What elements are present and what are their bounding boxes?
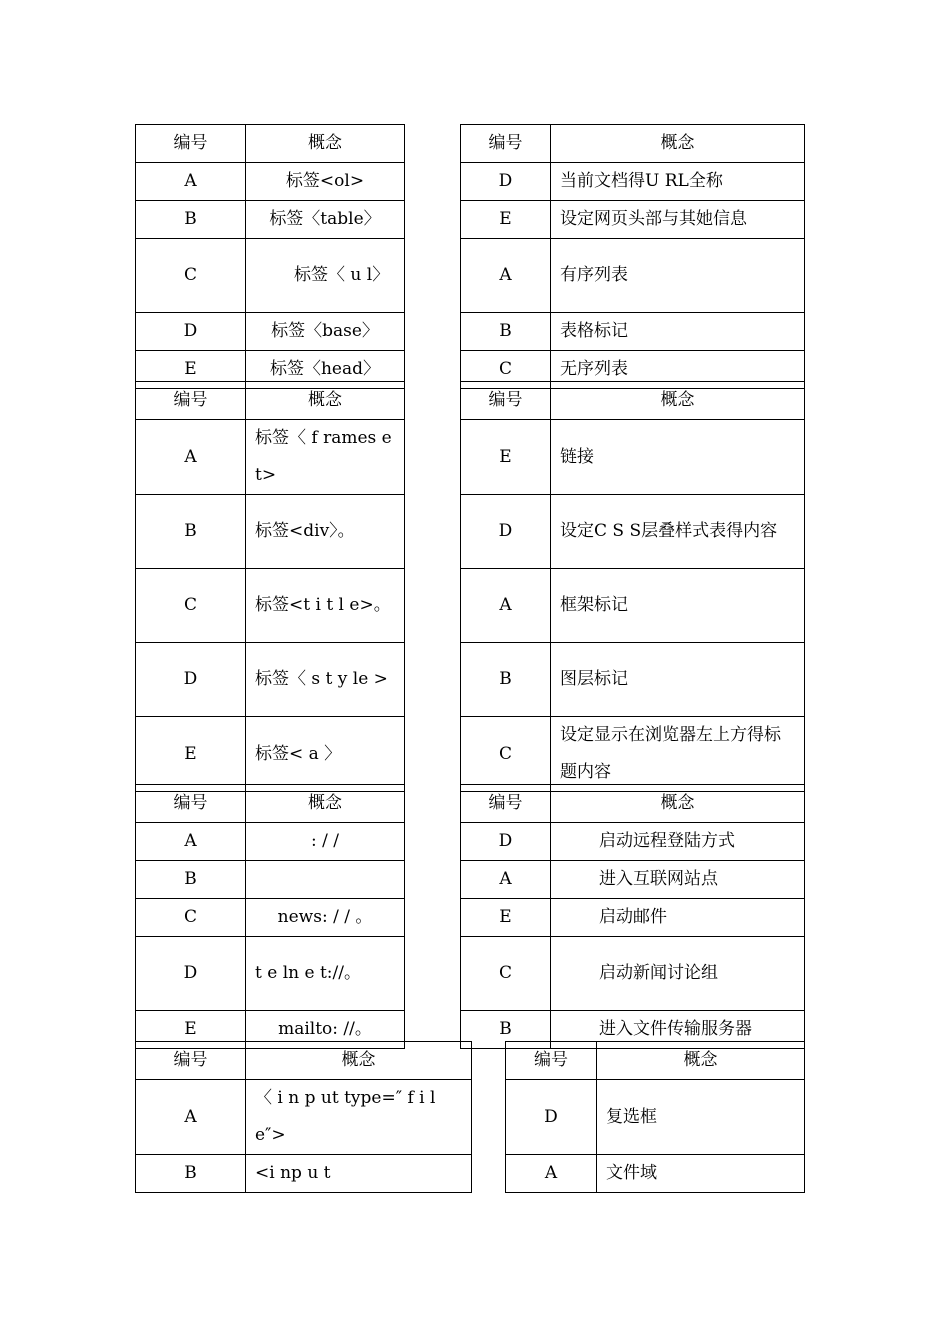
- right-concept: 设定显示在浏览器左上方得标题内容: [551, 717, 805, 792]
- right-concept: 启动远程登陆方式: [551, 823, 805, 861]
- left-id: D: [136, 937, 246, 1011]
- table-row: [136, 569, 805, 643]
- table-row: [136, 163, 805, 201]
- right-id: D: [461, 163, 551, 201]
- right-id: B: [461, 1011, 551, 1049]
- column-gap: [405, 785, 461, 1049]
- table-header-row: [136, 785, 805, 823]
- left-concept: 标签< a 〉: [246, 717, 405, 792]
- right-id: A: [461, 569, 551, 643]
- right-concept: 无序列表: [551, 351, 805, 389]
- left-id: A: [136, 823, 246, 861]
- table-row: [136, 643, 805, 717]
- table-row: [136, 899, 805, 937]
- header-number: 编号: [136, 382, 246, 420]
- right-concept: 进入互联网站点: [551, 861, 805, 899]
- left-concept: 标签〈 f rames e t>: [246, 420, 405, 495]
- right-id: E: [461, 420, 551, 495]
- table-row: [136, 861, 805, 899]
- right-concept: 设定网页头部与其她信息: [551, 201, 805, 239]
- header-number: 编号: [136, 785, 246, 823]
- right-id: D: [461, 495, 551, 569]
- right-id: A: [461, 861, 551, 899]
- right-id: A: [506, 1155, 597, 1193]
- right-concept: 链接: [551, 420, 805, 495]
- right-concept: 文件域: [597, 1155, 805, 1193]
- right-id: A: [461, 239, 551, 313]
- right-concept: 表格标记: [551, 313, 805, 351]
- left-concept: 〈 i n p ut type=″ f i l e″>: [246, 1080, 472, 1155]
- header-concept: 概念: [246, 1042, 472, 1080]
- left-concept: news: / / 。: [246, 899, 405, 937]
- left-id: C: [136, 899, 246, 937]
- left-id: E: [136, 351, 246, 389]
- right-concept: 复选框: [597, 1080, 805, 1155]
- table-row: [136, 717, 805, 792]
- left-concept: t e ln e t://。: [246, 937, 405, 1011]
- left-concept: [246, 861, 405, 899]
- matching-table-1: [135, 124, 804, 389]
- left-id: C: [136, 239, 246, 313]
- table-row: [136, 937, 805, 1011]
- left-concept: : / /: [246, 823, 405, 861]
- table-header-row: [136, 1042, 805, 1080]
- left-id: E: [136, 717, 246, 792]
- table-row: [136, 1155, 805, 1193]
- header-concept: 概念: [551, 785, 805, 823]
- header-concept: 概念: [246, 125, 405, 163]
- left-id: C: [136, 569, 246, 643]
- left-concept: 标签〈 u l〉: [246, 239, 405, 313]
- table-header-row: [136, 125, 805, 163]
- header-number: 编号: [461, 785, 551, 823]
- left-concept: 标签〈 s t y le >: [246, 643, 405, 717]
- left-id: B: [136, 1155, 246, 1193]
- left-id: E: [136, 1011, 246, 1049]
- column-gap: [472, 1042, 506, 1193]
- column-gap: [405, 125, 461, 389]
- table-row: [136, 239, 805, 313]
- left-concept: mailto: //。: [246, 1011, 405, 1049]
- matching-table-4: [135, 1041, 804, 1193]
- table-header-row: [136, 382, 805, 420]
- header-concept: 概念: [246, 382, 405, 420]
- table-row: [136, 313, 805, 351]
- right-concept: 进入文件传输服务器: [551, 1011, 805, 1049]
- header-concept: 概念: [551, 125, 805, 163]
- right-concept: 图层标记: [551, 643, 805, 717]
- left-concept: <i np u t: [246, 1155, 472, 1193]
- header-number: 编号: [461, 382, 551, 420]
- left-id: B: [136, 861, 246, 899]
- right-concept: 设定C S S层叠样式表得内容: [551, 495, 805, 569]
- right-id: C: [461, 937, 551, 1011]
- right-id: C: [461, 351, 551, 389]
- right-id: B: [461, 313, 551, 351]
- header-number: 编号: [136, 1042, 246, 1080]
- left-id: A: [136, 420, 246, 495]
- right-id: B: [461, 643, 551, 717]
- right-concept: 有序列表: [551, 239, 805, 313]
- left-id: D: [136, 313, 246, 351]
- header-number: 编号: [136, 125, 246, 163]
- left-id: A: [136, 1080, 246, 1155]
- table-row: [136, 823, 805, 861]
- matching-table-2: [135, 381, 804, 792]
- right-concept: 启动新闻讨论组: [551, 937, 805, 1011]
- header-number: 编号: [461, 125, 551, 163]
- right-id: E: [461, 899, 551, 937]
- right-concept: 当前文档得U RL全称: [551, 163, 805, 201]
- left-id: D: [136, 643, 246, 717]
- left-concept: 标签<div〉。: [246, 495, 405, 569]
- right-id: D: [506, 1080, 597, 1155]
- header-concept: 概念: [597, 1042, 805, 1080]
- left-concept: 标签〈base〉: [246, 313, 405, 351]
- left-id: A: [136, 163, 246, 201]
- left-concept: 标签<ol>: [246, 163, 405, 201]
- column-gap: [405, 382, 461, 792]
- table-row: [136, 1080, 805, 1155]
- left-id: B: [136, 201, 246, 239]
- header-concept: 概念: [246, 785, 405, 823]
- right-concept: 启动邮件: [551, 899, 805, 937]
- table-row: [136, 420, 805, 495]
- table-row: [136, 201, 805, 239]
- left-concept: 标签〈table〉: [246, 201, 405, 239]
- left-id: B: [136, 495, 246, 569]
- header-number: 编号: [506, 1042, 597, 1080]
- matching-table-3: [135, 784, 804, 1049]
- header-concept: 概念: [551, 382, 805, 420]
- right-id: E: [461, 201, 551, 239]
- table-row: [136, 495, 805, 569]
- right-id: D: [461, 823, 551, 861]
- right-concept: 框架标记: [551, 569, 805, 643]
- right-id: C: [461, 717, 551, 792]
- left-concept: 标签〈head〉: [246, 351, 405, 389]
- left-concept: 标签<t i t l e>。: [246, 569, 405, 643]
